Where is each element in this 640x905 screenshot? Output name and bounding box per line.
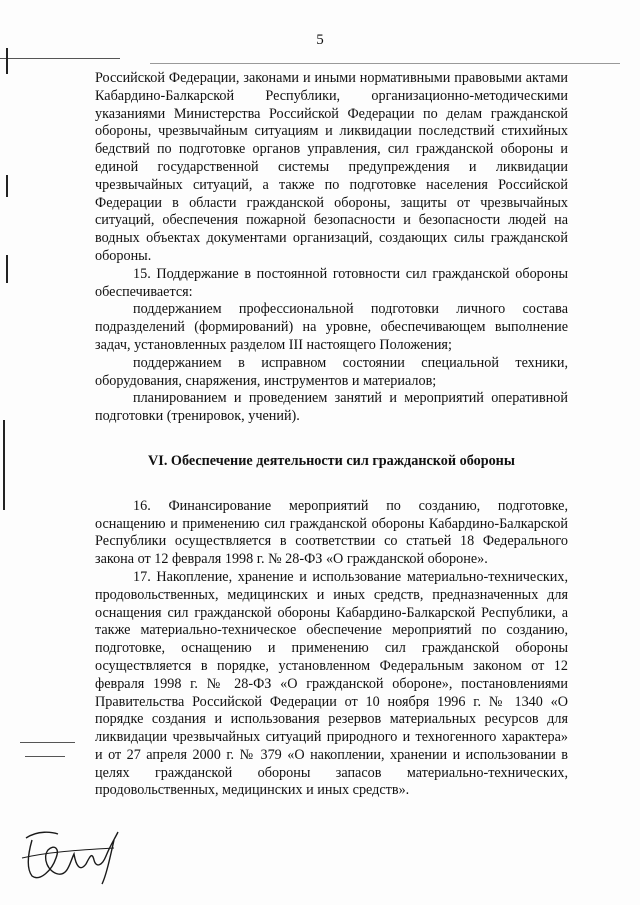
section-heading: VI. Обеспечение деятельности сил гражданской обороны xyxy=(148,452,515,469)
paragraph-continuation: Российской Федерации, законами и иными нормативными правовыми актами Кабардино-Балкарской Республики, организационно-методическими указаниями Министерства Российской Федерации по делам гражданской обороны, чрезвычайным ситуациям и ликвидации последствий стихийных бедствий по подготовке органов управления, сил гражданской обороны и единой государственной системы предупреждения и ликвидации чрезвычайных ситуаций, а также по подготовке населения Российской Федерации в области гражданской обороны, защиты от чрезвычайных ситуаций, обеспечения пожарной безопасности и безопасности людей на водных объектах документами организаций, создающих силы гражданской обороны. xyxy=(95,70,568,264)
list-item-equipment: поддержанием в исправном состоянии специальной техники, оборудования, снаряжения, инструментов и материалов; xyxy=(95,354,568,389)
page-number: 5 xyxy=(316,32,324,48)
document-body xyxy=(95,70,568,800)
scan-artifact-margin-mark xyxy=(6,255,8,283)
scan-artifact-margin-mark xyxy=(6,48,8,74)
list-item-planning: планированием и проведением занятий и мероприятий оперативной подготовки (тренировок, учений). xyxy=(95,390,568,425)
scan-artifact-margin-mark xyxy=(6,175,8,197)
scan-artifact-left-dash xyxy=(20,742,75,743)
paragraph-16: 16. Финансирование мероприятий по созданию, подготовке, оснащению и применению сил гражданской обороны Кабардино-Балкарской Республики осуществляется в соответствии со статьей 18 Федерального закона от 12 февраля 1998 г. № 28-ФЗ «О гражданской обороне». xyxy=(95,497,568,568)
scan-artifact-top-line-2 xyxy=(150,63,620,64)
scan-artifact-margin-mark xyxy=(3,420,5,510)
paragraph-15: 15. Поддержание в постоянной готовности сил гражданской обороны обеспечивается: xyxy=(95,265,568,300)
list-item-training: поддержанием профессиональной подготовки личного состава подразделений (формирований) на уровне, обеспечивающем выполнение задач, установленных разделом III настоящего Положения; xyxy=(95,301,568,353)
paragraph-17: 17. Накопление, хранение и использование материально-технических, продовольственных, медицинских и иных средств, предназначенных для оснащения сил гражданской обороны Кабардино-Балкарской Республики, а также материально-техническое обеспечение мероприятий по созданию, подготовке, оснащению и применению сил гражданской обороны осуществляется в порядке, установленном Федеральным законом от 12 февраля 1998 г. № 28-ФЗ «О гражданской обороне», постановлениями Правительства Российской Федерации от 10 ноября 1996 г. № 1340 «О порядке создания и использования резервов материальных ресурсов для ликвидации чрезвычайных ситуаций природного и техногенного характера» и от 27 апреля 2000 г. № 379 «О накоплении, хранении и использовании в целях гражданской обороны запасов материально-технических, продовольственных, медицинских и иных средств». xyxy=(95,568,568,799)
handwritten-signature xyxy=(18,818,128,888)
scan-artifact-top-line xyxy=(0,58,120,59)
scan-artifact-left-dash xyxy=(25,756,65,757)
